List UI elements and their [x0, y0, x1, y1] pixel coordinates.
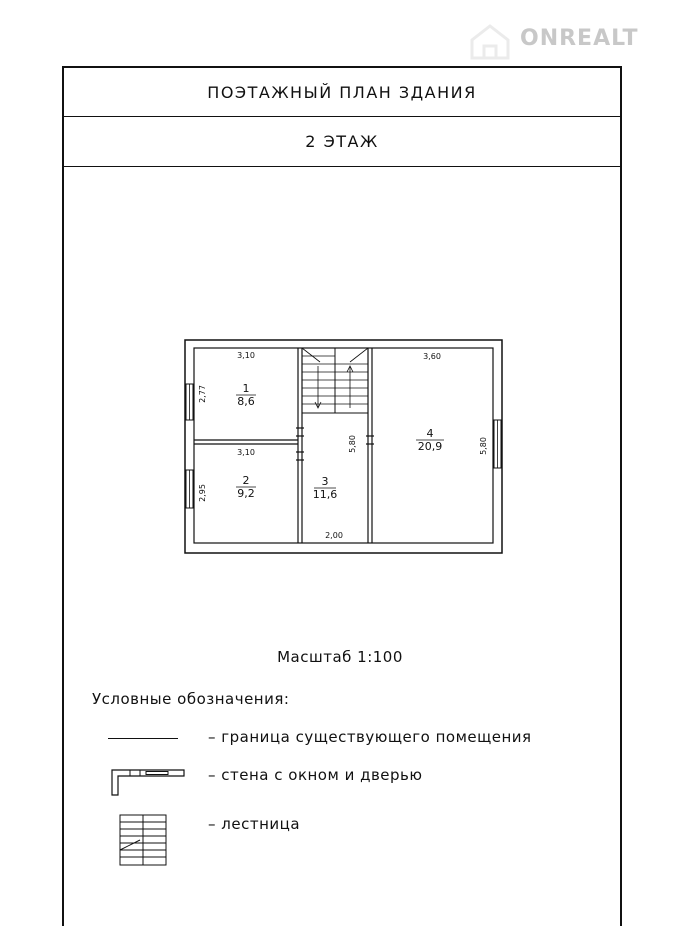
room-4-number: 4 [426, 427, 434, 440]
room-3-depth: 5,80 [348, 435, 357, 453]
floor-label: 2 ЭТАЖ [64, 116, 620, 167]
room-2-area: 9,2 [237, 487, 255, 500]
legend-item-boundary: – граница существующего помещения [208, 728, 532, 746]
room-3-area: 11,6 [312, 488, 338, 501]
room-1-number: 1 [242, 382, 250, 395]
line-icon [108, 738, 178, 739]
wall-window-door-icon [112, 770, 184, 795]
room-2-number: 2 [242, 474, 250, 487]
room-3-number: 3 [321, 475, 329, 488]
legend-title: Условные обозначения: [92, 690, 290, 708]
room-1-width: 3,10 [237, 351, 255, 360]
legend-item-stairs: – лестница [208, 815, 301, 833]
legend-stairs-icon [120, 815, 166, 865]
watermark-brand: ONREALT [520, 26, 639, 51]
legend-item-wall: – стена с окном и дверью [208, 766, 423, 784]
room-4-width: 3,60 [423, 352, 441, 361]
room-4-area: 20,9 [417, 440, 443, 453]
room-1-depth: 2,77 [198, 385, 207, 403]
scale-label: Масштаб 1:100 [277, 648, 403, 666]
room-1-area: 8,6 [237, 395, 255, 408]
room-4-depth: 5,80 [479, 437, 488, 455]
room-2-width: 3,10 [237, 448, 255, 457]
room-2-depth: 2,95 [198, 484, 207, 502]
page-title: ПОЭТАЖНЫЙ ПЛАН ЗДАНИЯ [64, 68, 620, 117]
room-3-width: 2,00 [325, 531, 343, 540]
